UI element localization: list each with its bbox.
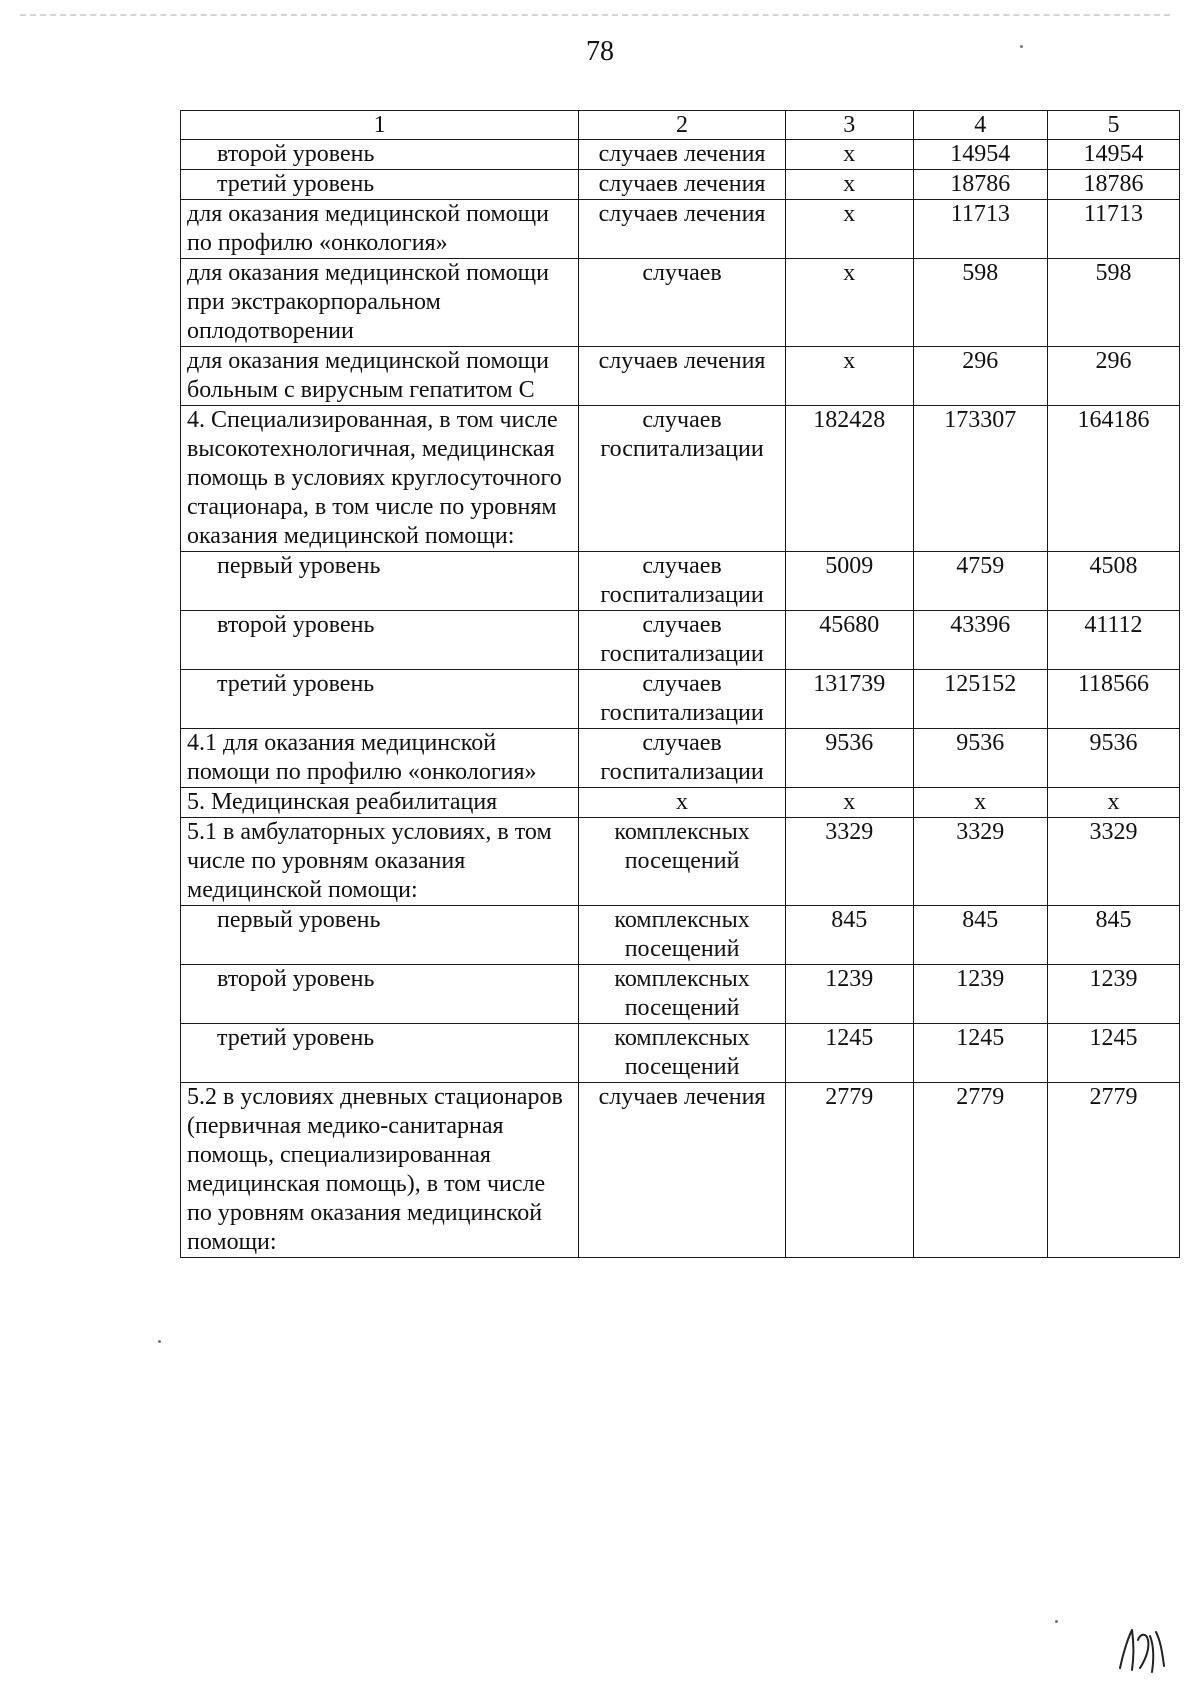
cell-value-3: 1245 <box>785 1024 913 1083</box>
cell-unit: комплексных посещений <box>579 906 785 965</box>
cell-value-5: 11713 <box>1047 200 1179 259</box>
cell-value-3: 5009 <box>785 552 913 611</box>
table-row <box>181 788 1180 818</box>
cell-value-5: 164186 <box>1047 406 1179 552</box>
cell-value-3: х <box>785 347 913 406</box>
table-row <box>181 200 1180 259</box>
cell-value-5: 1239 <box>1047 965 1179 1024</box>
cell-unit: случаев <box>579 259 785 347</box>
cell-value-4: 598 <box>913 259 1047 347</box>
cell-value-4: 14954 <box>913 140 1047 170</box>
cell-value-5: 41112 <box>1047 611 1179 670</box>
cell-indicator: второй уровень <box>181 611 579 670</box>
cell-unit: случаев лечения <box>579 347 785 406</box>
table-row <box>181 1083 1180 1258</box>
cell-unit: комплексных посещений <box>579 1024 785 1083</box>
cell-unit: случаев госпитализации <box>579 406 785 552</box>
table-row <box>181 818 1180 906</box>
cell-indicator: второй уровень <box>181 140 579 170</box>
cell-value-5: 3329 <box>1047 818 1179 906</box>
cell-unit: случаев госпитализации <box>579 611 785 670</box>
cell-value-3: 1239 <box>785 965 913 1024</box>
cell-value-4: 845 <box>913 906 1047 965</box>
cell-value-5: 9536 <box>1047 729 1179 788</box>
cell-unit: случаев лечения <box>579 200 785 259</box>
cell-value-5: 14954 <box>1047 140 1179 170</box>
cell-value-3: 45680 <box>785 611 913 670</box>
cell-value-3: 845 <box>785 906 913 965</box>
cell-value-3: 9536 <box>785 729 913 788</box>
scan-speck <box>158 1340 161 1343</box>
handwritten-signature <box>1110 1610 1180 1680</box>
cell-unit: случаев лечения <box>579 140 785 170</box>
column-header-5: 5 <box>1047 111 1179 140</box>
column-header-3: 3 <box>785 111 913 140</box>
table-row <box>181 670 1180 729</box>
cell-indicator: для оказания медицинской помощи при экстракорпоральном оплодотворении <box>181 259 579 347</box>
cell-value-4: 1239 <box>913 965 1047 1024</box>
table-body <box>181 140 1180 1258</box>
cell-indicator: третий уровень <box>181 670 579 729</box>
cell-value-4: 1245 <box>913 1024 1047 1083</box>
cell-indicator: для оказания медицинской помощи больным с вирусным гепатитом С <box>181 347 579 406</box>
cell-unit: случаев госпитализации <box>579 670 785 729</box>
table-row <box>181 347 1180 406</box>
table-header-row <box>181 111 1180 140</box>
scan-artifact-line <box>20 14 1170 16</box>
cell-value-4: 9536 <box>913 729 1047 788</box>
cell-value-3: х <box>785 170 913 200</box>
cell-value-4: 18786 <box>913 170 1047 200</box>
cell-indicator: 4. Специализированная, в том числе высокотехнологичная, медицинская помощь в условиях круглосуточного стационара, в том числе по уровням оказания медицинской помощи: <box>181 406 579 552</box>
cell-unit: случаев госпитализации <box>579 729 785 788</box>
page-number: 78 <box>586 36 614 67</box>
table-row <box>181 965 1180 1024</box>
table-row <box>181 611 1180 670</box>
cell-indicator: второй уровень <box>181 965 579 1024</box>
cell-indicator: для оказания медицинской помощи по профилю «онкология» <box>181 200 579 259</box>
cell-value-3: х <box>785 200 913 259</box>
cell-indicator: 5.1 в амбулаторных условиях, в том числе по уровням оказания медицинской помощи: <box>181 818 579 906</box>
cell-indicator: третий уровень <box>181 1024 579 1083</box>
cell-value-5: 118566 <box>1047 670 1179 729</box>
cell-unit: случаев лечения <box>579 1083 785 1258</box>
cell-value-3: 131739 <box>785 670 913 729</box>
column-header-2: 2 <box>579 111 785 140</box>
table-row <box>181 170 1180 200</box>
cell-value-5: 598 <box>1047 259 1179 347</box>
table-row <box>181 140 1180 170</box>
cell-value-4: 125152 <box>913 670 1047 729</box>
cell-value-4: 11713 <box>913 200 1047 259</box>
cell-value-4: 43396 <box>913 611 1047 670</box>
cell-unit: комплексных посещений <box>579 965 785 1024</box>
cell-value-5: х <box>1047 788 1179 818</box>
cell-value-4: 2779 <box>913 1083 1047 1258</box>
data-table <box>180 110 1180 1258</box>
scan-speck <box>1055 1620 1058 1623</box>
table-row <box>181 1024 1180 1083</box>
column-header-4: 4 <box>913 111 1047 140</box>
cell-value-3: 182428 <box>785 406 913 552</box>
table-row <box>181 729 1180 788</box>
cell-value-4: 3329 <box>913 818 1047 906</box>
table-row <box>181 406 1180 552</box>
table-row <box>181 906 1180 965</box>
cell-value-4: 173307 <box>913 406 1047 552</box>
cell-value-5: 845 <box>1047 906 1179 965</box>
cell-indicator: первый уровень <box>181 906 579 965</box>
cell-value-4: х <box>913 788 1047 818</box>
cell-value-3: х <box>785 788 913 818</box>
cell-value-4: 296 <box>913 347 1047 406</box>
cell-value-5: 296 <box>1047 347 1179 406</box>
cell-unit: х <box>579 788 785 818</box>
cell-value-5: 1245 <box>1047 1024 1179 1083</box>
column-header-1: 1 <box>181 111 579 140</box>
cell-indicator: 5.2 в условиях дневных стационаров (первичная медико-санитарная помощь, специализированная медицинская помощь), в том числе по уровням оказания медицинской помощи: <box>181 1083 579 1258</box>
cell-value-3: х <box>785 140 913 170</box>
cell-value-4: 4759 <box>913 552 1047 611</box>
cell-unit: комплексных посещений <box>579 818 785 906</box>
cell-unit: случаев госпитализации <box>579 552 785 611</box>
table-row <box>181 552 1180 611</box>
cell-value-3: 2779 <box>785 1083 913 1258</box>
scan-speck <box>1020 45 1023 48</box>
cell-indicator: третий уровень <box>181 170 579 200</box>
table-row <box>181 259 1180 347</box>
cell-unit: случаев лечения <box>579 170 785 200</box>
cell-indicator: 4.1 для оказания медицинской помощи по профилю «онкология» <box>181 729 579 788</box>
cell-value-5: 18786 <box>1047 170 1179 200</box>
cell-indicator: 5. Медицинская реабилитация <box>181 788 579 818</box>
cell-value-3: х <box>785 259 913 347</box>
cell-value-5: 4508 <box>1047 552 1179 611</box>
cell-value-5: 2779 <box>1047 1083 1179 1258</box>
cell-value-3: 3329 <box>785 818 913 906</box>
cell-indicator: первый уровень <box>181 552 579 611</box>
